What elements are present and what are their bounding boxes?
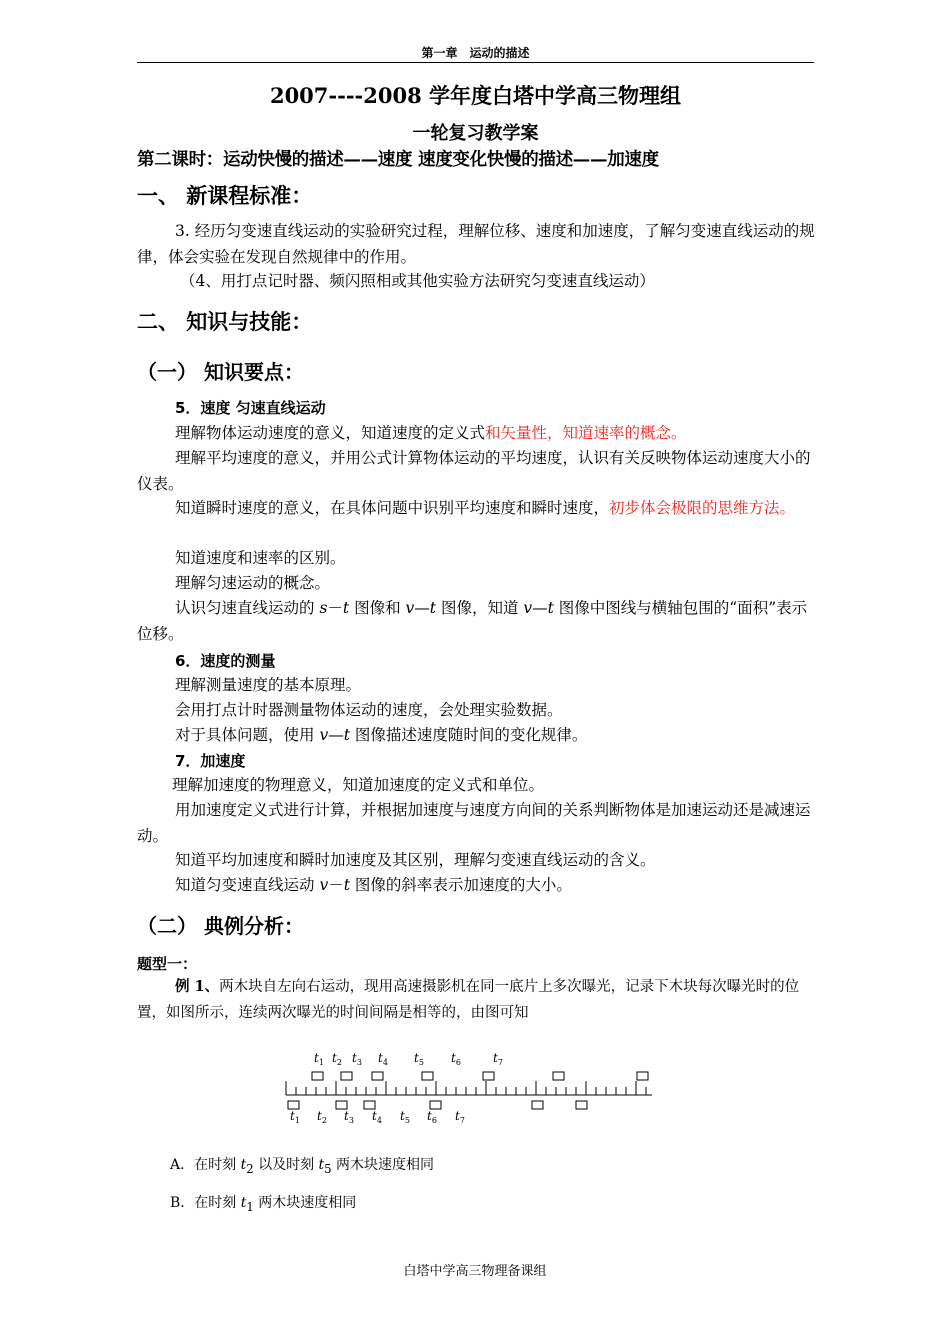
subsection-heading-points: （一） 知识要点： — [137, 360, 304, 384]
upper-time-label-subscript: 7 — [497, 1058, 503, 1067]
text-run: — — [328, 726, 344, 744]
upper-time-label: $t_3$ — [352, 1051, 362, 1067]
lower-time-label: $t_4$ — [372, 1109, 382, 1125]
standard-paragraph: 3. 经历匀变速直线运动的实验研究过程，理解位移、速度和加速度，了解匀变速直线运动的规律，体会实验在发现自然规律中的作用。 — [137, 222, 815, 266]
symbol-t: t — [429, 599, 437, 617]
knowledge-paragraph — [137, 495, 817, 521]
knowledge-paragraph — [137, 872, 817, 898]
lower-time-label-subscript: 2 — [321, 1116, 327, 1125]
text-run: － — [328, 876, 344, 894]
knowledge-item-5-title: 5．速度 匀速直线运动 — [175, 399, 326, 417]
knowledge-item-6-title: 6．速度的测量 — [175, 652, 276, 670]
knowledge-paragraph: 会用打点计时器测量物体运动的速度，会处理实验数据。 — [175, 701, 563, 719]
lower-time-label: $t_7$ — [455, 1109, 465, 1125]
lower-time-label-subscript: 6 — [431, 1116, 437, 1125]
subscript: 1 — [246, 1199, 254, 1214]
lower-time-label-subscript: 1 — [294, 1116, 300, 1125]
section-heading-standards: 一、 新课程标准： — [137, 184, 313, 208]
lower-time-label: $t_1$ — [290, 1109, 300, 1125]
example-label: 例 1、 — [175, 978, 220, 995]
text-run: 两木块速度相同 — [331, 1157, 435, 1173]
text-run: 图像和 — [349, 599, 406, 617]
running-header: 第一章 运动的描述 — [421, 46, 530, 60]
text-run: 以及时刻 — [253, 1157, 319, 1173]
upper-block — [372, 1072, 383, 1080]
example-1-text — [137, 974, 817, 1026]
upper-time-label: $t_7$ — [493, 1051, 503, 1067]
knowledge-paragraph: 理解匀速运动的概念。 — [175, 574, 331, 592]
document-subtitle: 一轮复习教学案 — [412, 123, 539, 144]
exposure-figure — [280, 1048, 660, 1128]
highlighted-text: 初步体会极限的思维方法。 — [609, 499, 796, 517]
symbol-t: t — [240, 1195, 247, 1211]
question-type-label: 题型一： — [137, 955, 198, 973]
upper-block — [422, 1072, 433, 1080]
knowledge-item-7-title: 7．加速度 — [175, 752, 246, 770]
knowledge-paragraph — [137, 595, 817, 647]
text-run: 两木块自左向右运动，现用高速摄影机在同一底片上多次曝光，记录下木块每次曝光时的位置，如图所示，连续两次曝光的时间间隔是相等的，由图可知 — [137, 979, 800, 1021]
knowledge-paragraph: 理解加速度的物理意义，知道加速度的定义式和单位。 — [172, 776, 545, 794]
subscript: 5 — [324, 1161, 332, 1176]
upper-block — [341, 1072, 352, 1080]
lower-time-label: $t_6$ — [427, 1109, 437, 1125]
text-run: — — [532, 599, 548, 617]
subscript: 2 — [246, 1161, 254, 1176]
symbol-t: t — [343, 726, 350, 744]
section-heading-knowledge: 二、 知识与技能： — [137, 310, 313, 334]
knowledge-paragraph: 理解测量速度的基本原理。 — [175, 676, 362, 694]
standard-note: （4、用打点记时器、频闪照相或其他实验方法研究匀变速直线运动） — [180, 272, 655, 290]
upper-block — [553, 1072, 564, 1080]
lower-time-label: $t_2$ — [317, 1109, 327, 1125]
lower-time-label-subscript: 7 — [459, 1116, 465, 1125]
knowledge-paragraph: 用加速度定义式进行计算，并根据加速度与速度方向间的关系判断物体是加速运动还是减速运动。 — [137, 801, 811, 845]
symbol-v: v — [319, 876, 329, 894]
text-run: 知道瞬时速度的意义，在具体问题中识别平均速度和瞬时速度， — [175, 499, 610, 517]
text-run: － — [327, 599, 343, 617]
page-footer: 白塔中学高三物理备课组 — [403, 1264, 547, 1279]
upper-time-label: $t_2$ — [332, 1051, 342, 1067]
lower-block — [288, 1101, 299, 1109]
upper-time-label-subscript: 2 — [336, 1058, 342, 1067]
lower-time-label-subscript: 5 — [404, 1116, 410, 1125]
symbol-t: t — [343, 876, 350, 894]
lower-time-label-subscript: 4 — [376, 1116, 382, 1125]
text-run: 对于具体问题，使用 — [175, 726, 320, 744]
symbol-v: v — [319, 726, 329, 744]
symbol-t: t — [318, 1157, 325, 1173]
lower-block — [364, 1101, 375, 1109]
knowledge-paragraph: 知道速度和速率的区别。 — [175, 549, 346, 567]
lower-block — [336, 1101, 347, 1109]
text-run: — — [414, 599, 430, 617]
lower-time-label: $t_3$ — [344, 1109, 354, 1125]
text-run: 图像中图线与横轴包围的“面积”表示位移。 — [137, 599, 808, 643]
text-run: 图像描述速度随时间的变化规律。 — [349, 726, 588, 744]
lower-block — [576, 1101, 587, 1109]
symbol-v: v — [405, 599, 415, 617]
subsection-heading-examples: （二） 典例分析： — [137, 914, 304, 938]
upper-block — [637, 1072, 648, 1080]
lower-time-label-subscript: 3 — [348, 1116, 354, 1125]
upper-time-label-subscript: 5 — [418, 1058, 424, 1067]
text-run: A．在时刻 — [170, 1157, 241, 1173]
text-run: 图像，知道 — [436, 599, 524, 617]
symbol-t: t — [547, 599, 554, 617]
lower-block — [532, 1101, 543, 1109]
document-title: 2007----2008 学年度白塔中学高三物理组 — [269, 83, 682, 108]
option-a[interactable] — [170, 1154, 434, 1176]
upper-time-label: $t_5$ — [414, 1051, 424, 1067]
text-run: 认识匀速直线运动的 — [175, 599, 320, 617]
upper-time-label-subscript: 4 — [382, 1058, 388, 1067]
symbol-t: t — [342, 599, 350, 617]
highlighted-text: 和矢量性，知道速率的概念。 — [485, 424, 687, 442]
lower-block — [430, 1101, 441, 1109]
upper-time-label-subscript: 3 — [356, 1058, 362, 1067]
upper-time-label: $t_6$ — [451, 1051, 461, 1067]
knowledge-paragraph — [175, 722, 815, 748]
text-run: 图像的斜率表示加速度的大小。 — [349, 876, 572, 894]
text-run: 两木块速度相同 — [253, 1195, 357, 1211]
header-rule — [137, 62, 814, 63]
upper-time-label: $t_1$ — [314, 1051, 324, 1067]
knowledge-paragraph: 理解平均速度的意义，并用公式计算物体运动的平均速度，认识有关反映物体运动速度大小的仪表。 — [137, 449, 811, 493]
knowledge-paragraph — [137, 420, 817, 446]
symbol-v: v — [523, 599, 533, 617]
knowledge-paragraph: 知道平均加速度和瞬时加速度及其区别，理解匀变速直线运动的含义。 — [175, 851, 656, 869]
lesson-title: 第二课时：运动快慢的描述——速度 速度变化快慢的描述——加速度 — [137, 150, 659, 170]
symbol-t: t — [240, 1157, 247, 1173]
text-run: 理解物体运动速度的意义，知道速度的定义式 — [175, 424, 486, 442]
text-run: B．在时刻 — [170, 1195, 241, 1211]
text-run: 知道匀变速直线运动 — [175, 876, 320, 894]
upper-time-label: $t_4$ — [378, 1051, 388, 1067]
upper-block — [483, 1072, 494, 1080]
option-b[interactable] — [170, 1192, 356, 1214]
upper-time-label-subscript: 6 — [455, 1058, 461, 1067]
upper-time-label-subscript: 1 — [318, 1058, 324, 1067]
upper-block — [312, 1072, 323, 1080]
lower-time-label: $t_5$ — [400, 1109, 410, 1125]
symbol-s: s — [319, 599, 328, 617]
